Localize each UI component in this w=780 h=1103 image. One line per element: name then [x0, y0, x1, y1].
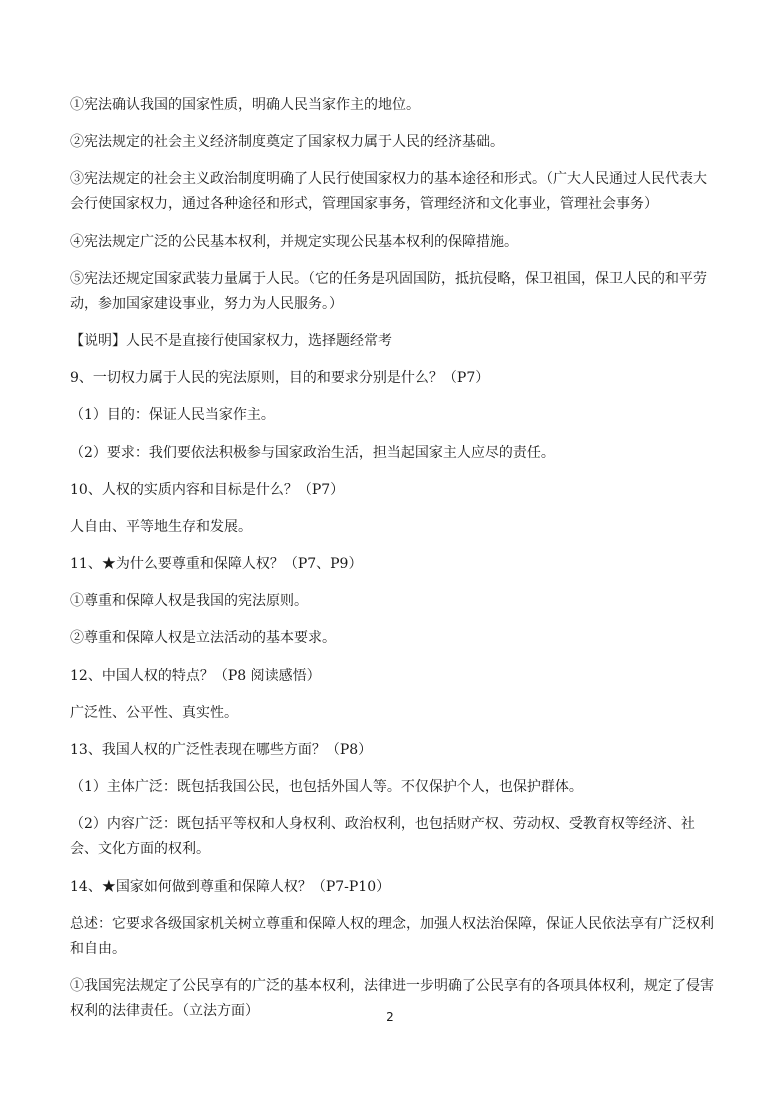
list-item: ④宪法规定广泛的公民基本权利，并规定实现公民基本权利的保障措施。	[70, 233, 518, 250]
question-heading: 13、我国人权的广泛性表现在哪些方面？（P8）	[70, 742, 373, 758]
answer-item: （2）要求：我们要依法积极参与国家政治生活，担当起国家主人应尽的责任。	[70, 444, 555, 461]
question-heading: 12、中国人权的特点？（P8 阅读感悟）	[70, 667, 321, 684]
document-body	[70, 93, 716, 1036]
answer-item: ①我国宪法规定了公民享有的广泛的基本权利，法律进一步明确了公民享有的各项具体权利，规定了侵害权利的法律责任。（立法方面）	[70, 977, 714, 1019]
list-item: ⑤宪法还规定国家武装力量属于人民。（它的任务是巩固国防，抵抗侵略，保卫祖国，保卫人民的和平劳动，参加国家建设事业，努力为人民服务。）	[70, 270, 707, 312]
question-heading: 14、★国家如何做到尊重和保障人权？（P7-P10）	[70, 878, 391, 895]
list-item: ①宪法确认我国的国家性质，明确人民当家作主的地位。	[70, 97, 420, 113]
question-heading: 11、★为什么要尊重和保障人权？（P7、P9）	[70, 556, 363, 573]
answer-item: 人自由、平等地生存和发展。	[70, 518, 252, 535]
answer-item: （1）目的：保证人民当家作主。	[70, 407, 275, 424]
page-number: 2	[386, 1010, 394, 1024]
answer-item: 广泛性、公平性、真实性。	[70, 704, 238, 721]
question-heading: 10、人权的实质内容和目标是什么？（P7）	[70, 481, 345, 498]
note: 【说明】人民不是直接行使国家权力，选择题经常考	[70, 332, 392, 349]
list-item: ②宪法规定的社会主义经济制度奠定了国家权力属于人民的经济基础。	[70, 134, 504, 151]
answer-item: ②尊重和保障人权是立法活动的基本要求。	[70, 630, 336, 647]
list-item: ③宪法规定的社会主义政治制度明确了人民行使国家权力的基本途径和形式。（广大人民通过人民代表大会行使国家权力，通过各种途径和形式，管理国家事务，管理经济和文化事业，管理社会事务）	[70, 171, 707, 213]
question-heading: 9、一切权力属于人民的宪法原则，目的和要求分别是什么？（P7）	[70, 370, 490, 387]
answer-item: 总述：它要求各级国家机关树立尊重和保障人权的理念，加强人权法治保障，保证人民依法享有广泛权利和自由。	[70, 915, 714, 957]
answer-item: ①尊重和保障人权是我国的宪法原则。	[70, 593, 308, 610]
answer-item: （2）内容广泛：既包括平等权和人身权利、政治权利，也包括财产权、劳动权、受教育权等经济、社会、文化方面的权利。	[70, 816, 695, 858]
answer-item: （1）主体广泛：既包括我国公民，也包括外国人等。不仅保护个人，也保护群体。	[70, 779, 583, 796]
